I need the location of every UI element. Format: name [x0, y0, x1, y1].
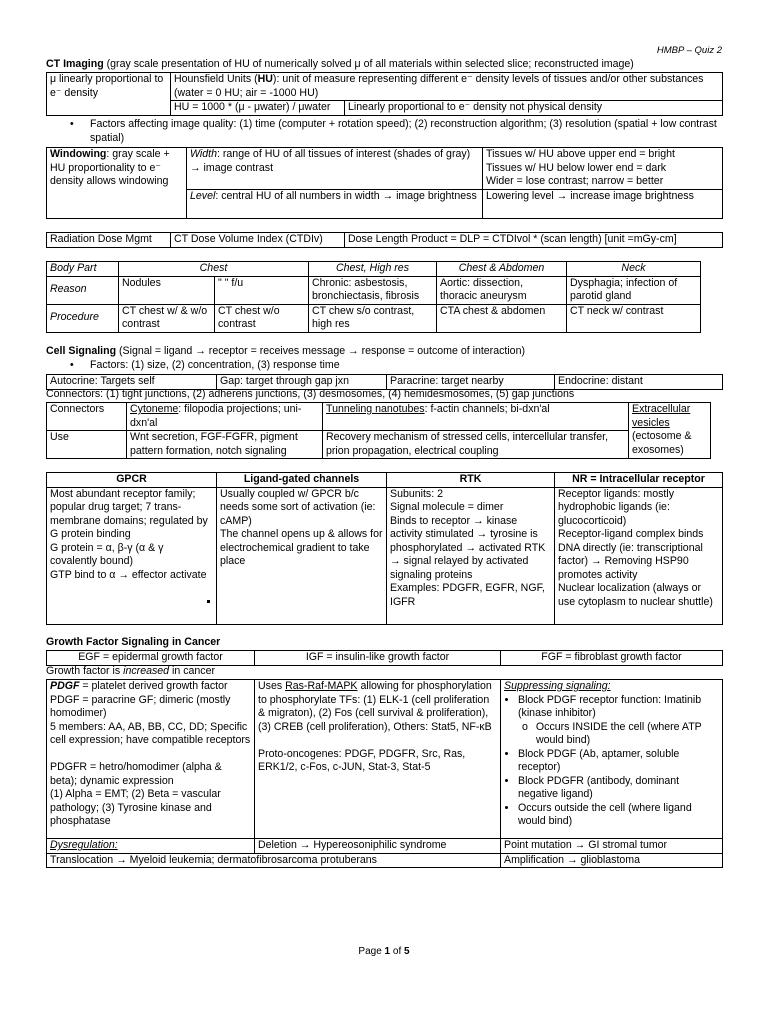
- level-cell: Level: central HU of all numbers in width → image brightness: [187, 189, 483, 218]
- reason-cell: Nodules: [119, 276, 215, 304]
- pathway-cell: Uses Ras-Raf-MAPK allowing for phosphorylation to phosphorylate TFs: (1) ELK-1 (cell proliferation & migraton), (2) Fos (cell survival & proliferation), (3) CREB (cell proliferation), Others: Stat5, NF-κB Proto-oncogenes: PDGF, PDGFR, Src, Ras, ERK1/2, c-Fos, c-JUN, Stat-3, Stat-5: [255, 680, 501, 839]
- cell-title: Cell Signaling: [46, 345, 117, 357]
- lgc-cell: Usually coupled w/ GPCR b/c needs some sort of activation (ie: cAMP) The channel opens up & allows for electrochemical gradient to take place: [217, 487, 387, 624]
- ct-hu-linear: Linearly proportional to e⁻ density not physical density: [345, 101, 723, 116]
- proto-oncogenes: Proto-oncogenes: PDGF, PDGFR, Src, Ras, ERK1/2, c-Fos, c-JUN, Stat-3, Stat-5: [258, 747, 466, 774]
- gpcr-cell: Most abundant receptor family; popular drug target; 7 trans-membrane domains; regulated by G protein binding G protein = α, β-γ (α & γ covalently bound) GTP bind to α → effector activate: [47, 487, 217, 624]
- cytoneme-cell: Cytoneme: filopodia projections; uni-dxn'al: [127, 403, 323, 431]
- suppress-cell: Suppressing signaling: • Block PDGF receptor function: Imatinib (kinase inhibitor) o Occurs INSIDE the cell (where ATP would bind) • Block PDGF (Ab, aptamer, soluble receptor) • Block PDGFR (antibody, dominant negative ligand) • Occurs outside the cell (where ligand would bind): [501, 680, 723, 839]
- procedure-cell: CT chest w/o contrast: [215, 304, 309, 332]
- gf-abbrev-table: [46, 650, 723, 666]
- connectors-line: Connectors: (1) tight junctions, (2) adherens junctions, (3) desmosomes, (4) hemidesmosomes, (5) gap junctions: [46, 388, 575, 400]
- rad-label: Radiation Dose Mgmt: [47, 233, 171, 248]
- reason-label: Reason: [47, 276, 119, 304]
- page-number: 1: [384, 946, 391, 957]
- radiation-table: [46, 232, 723, 248]
- ct-factors: • Factors affecting image quality: (1) time (computer + rotation speed); (2) reconstruction algorithm; (3) resolution (spatial + low contrast spatial): [90, 118, 720, 145]
- dysregulation-label: Dysregulation:: [47, 839, 255, 854]
- gpcr-header: GPCR: [47, 473, 217, 488]
- body-part-header: Body Part: [47, 262, 119, 277]
- gf-title: Growth Factor Signaling in Cancer: [46, 636, 221, 648]
- suppress-item: • Block PDGF (Ab, aptamer, soluble receptor): [518, 748, 719, 775]
- procedure-label: Procedure: [47, 304, 119, 332]
- suppress-item: • Block PDGF receptor function: Imatinib (kinase inhibitor) o Occurs INSIDE the cell (where ATP would bind): [518, 694, 719, 748]
- windowing-table: [46, 147, 723, 219]
- reason-cell: Aortic: dissection, thoracic aneurysm: [437, 276, 567, 304]
- nr-header: NR = Intracellular receptor: [555, 473, 723, 488]
- width-right-cell: Tissues w/ HU above upper end = bright Tissues w/ HU below lower end = dark Wider = lose contrast; narrow = better: [483, 148, 723, 190]
- cell-heading: [46, 345, 746, 359]
- rad-ctdiv: CT Dose Volume Index (CTDIv): [171, 233, 345, 248]
- chest-header: Chest: [119, 262, 309, 277]
- procedure-cell: CTA chest & abdomen: [437, 304, 567, 332]
- use-tunneling: Recovery mechanism of stressed cells, intercellular transfer, prion propagation, electrical coupling: [323, 431, 629, 459]
- amplification-cell: Amplification → glioblastoma: [501, 853, 723, 868]
- ct-linear-cell: μ linearly proportional to e⁻ density: [47, 73, 171, 116]
- ct-hu-cell: Hounsfield Units (HU): unit of measure representing different e⁻ density levels of tissues and/or other substances (water = 0 HU; air = -1000 HU): [171, 73, 723, 101]
- pdgf-table: [46, 679, 723, 868]
- fgf-cell: FGF = fibroblast growth factor: [501, 651, 723, 666]
- pdgf-body: PDGF = paracrine GF; dimeric (mostly homodimer) 5 members: AA, AB, BB, CC, DD; Specific cell expression; have compatible receptors PDGFR = hetro/homodimer (alpha & beta); dynamic expression (1) Alpha = EMT; (2) Beta = vascular pathology; (3) Tyrosine kinase and phosphatase: [50, 693, 251, 828]
- receptor-table: [46, 472, 723, 625]
- nr-cell: Receptor ligands: mostly hydrophobic ligands (ie: glucocorticoid) Receptor-ligand complex binds DNA directly (ie: transcriptional factor) → Removing HSP90 promotes activity Nuclear localization (always or use cytoplasm to nuclear shuttle): [555, 487, 723, 624]
- lgc-header: Ligand-gated channels: [217, 473, 387, 488]
- chest-highres-header: Chest, High res: [309, 262, 437, 277]
- procedure-cell: CT chew s/o contrast, high res: [309, 304, 437, 332]
- igf-cell: IGF = insulin-like growth factor: [255, 651, 501, 666]
- vesicles-cell: Extracellular vesicles (ectosome & exosomes): [629, 403, 711, 459]
- ct-hu-formula: HU = 1000 * (μ - μwater) / μwater: [171, 101, 345, 116]
- page-total: 5: [404, 946, 410, 957]
- body-part-table: [46, 261, 701, 333]
- suppress-subitem: o Occurs INSIDE the cell (where ATP would bind): [536, 721, 719, 748]
- procedure-cell: CT neck w/ contrast: [567, 304, 701, 332]
- tunneling-cell: Tunneling nanotubes: f-actin channels; bi-dxn'al: [323, 403, 629, 431]
- reason-cell: Dysphagia; infection of parotid gland: [567, 276, 701, 304]
- point-mutation-cell: Point mutation → GI stromal tumor: [501, 839, 723, 854]
- chest-abdomen-header: Chest & Abdomen: [437, 262, 567, 277]
- type-paracrine: Paracrine: target nearby: [387, 375, 555, 390]
- ct-title: CT Imaging: [46, 58, 104, 70]
- suppress-item: • Occurs outside the cell (where ligand would bind): [518, 802, 719, 829]
- ct-desc: (gray scale presentation of HU of numerically solved μ of all materials within selected slice; reconstructed image): [103, 58, 634, 70]
- use-cytoneme: Wnt secretion, FGF-FGFR, pigment pattern formation, notch signaling: [127, 431, 323, 459]
- windowing-cell: Windowing: gray scale + HU proportionality to e⁻ density allows windowing: [47, 148, 187, 219]
- rad-dlp: Dose Length Product = DLP = CTDIvol * (scan length) [unit =mGy-cm]: [345, 233, 723, 248]
- ct-heading: [46, 58, 746, 72]
- cell-desc: (Signal = ligand → receptor = receives message → response = outcome of interaction): [116, 345, 525, 357]
- egf-cell: EGF = epidermal growth factor: [47, 651, 255, 666]
- rtk-header: RTK: [387, 473, 555, 488]
- pdgf-cell: PDGF = platelet derived growth factor PDGF = paracrine GF; dimeric (mostly homodimer) 5 members: AA, AB, BB, CC, DD; Specific cell expression; have compatible receptors PDGFR = hetro/homodimer (alpha & beta); dynamic expression (1) Alpha = EMT; (2) Beta = vascular pathology; (3) Tyrosine kinase and phosphatase: [47, 680, 255, 839]
- page-header: HMBP – Quiz 2: [656, 45, 722, 56]
- stray-bullet-mark: [207, 600, 210, 603]
- type-endocrine: Endocrine: distant: [555, 375, 723, 390]
- type-autocrine: Autocrine: Targets self: [47, 375, 217, 390]
- neck-header: Neck: [567, 262, 701, 277]
- suppress-item: • Block PDGFR (antibody, dominant negative ligand): [518, 775, 719, 802]
- connectors-label: Connectors: [47, 403, 127, 431]
- width-cell: Width: range of HU of all tissues of interest (shades of gray) → image contrast: [187, 148, 483, 190]
- gf-increased: Growth factor is increased in cancer: [46, 665, 215, 677]
- cell-factors: • Factors: (1) size, (2) concentration, (3) response time: [90, 359, 720, 373]
- reason-cell: Chronic: asbestosis, bronchiectasis, fibrosis: [309, 276, 437, 304]
- ct-table: [46, 72, 723, 116]
- level-right-cell: Lowering level → increase image brightness: [483, 189, 723, 218]
- rtk-cell: Subunits: 2 Signal molecule = dimer Binds to receptor → kinase activity stimulated → tyrosine is phosphorylated → activated RTK → signal relayed by activated signaling proteins Examples: PDGFR, EGFR, NGF, IGFR: [387, 487, 555, 624]
- procedure-cell: CT chest w/ & w/o contrast: [119, 304, 215, 332]
- translocation-cell: Translocation → Myeloid leukemia; dermatofibrosarcoma protuberans: [47, 853, 501, 868]
- connectors-table: [46, 402, 711, 459]
- page-footer: Page 1 of 5: [358, 946, 410, 957]
- type-gap: Gap: target through gap jxn: [217, 375, 387, 390]
- reason-cell: " " f/u: [215, 276, 309, 304]
- use-label: Use: [47, 431, 127, 459]
- deletion-cell: Deletion → Hypereosoniphilic syndrome: [255, 839, 501, 854]
